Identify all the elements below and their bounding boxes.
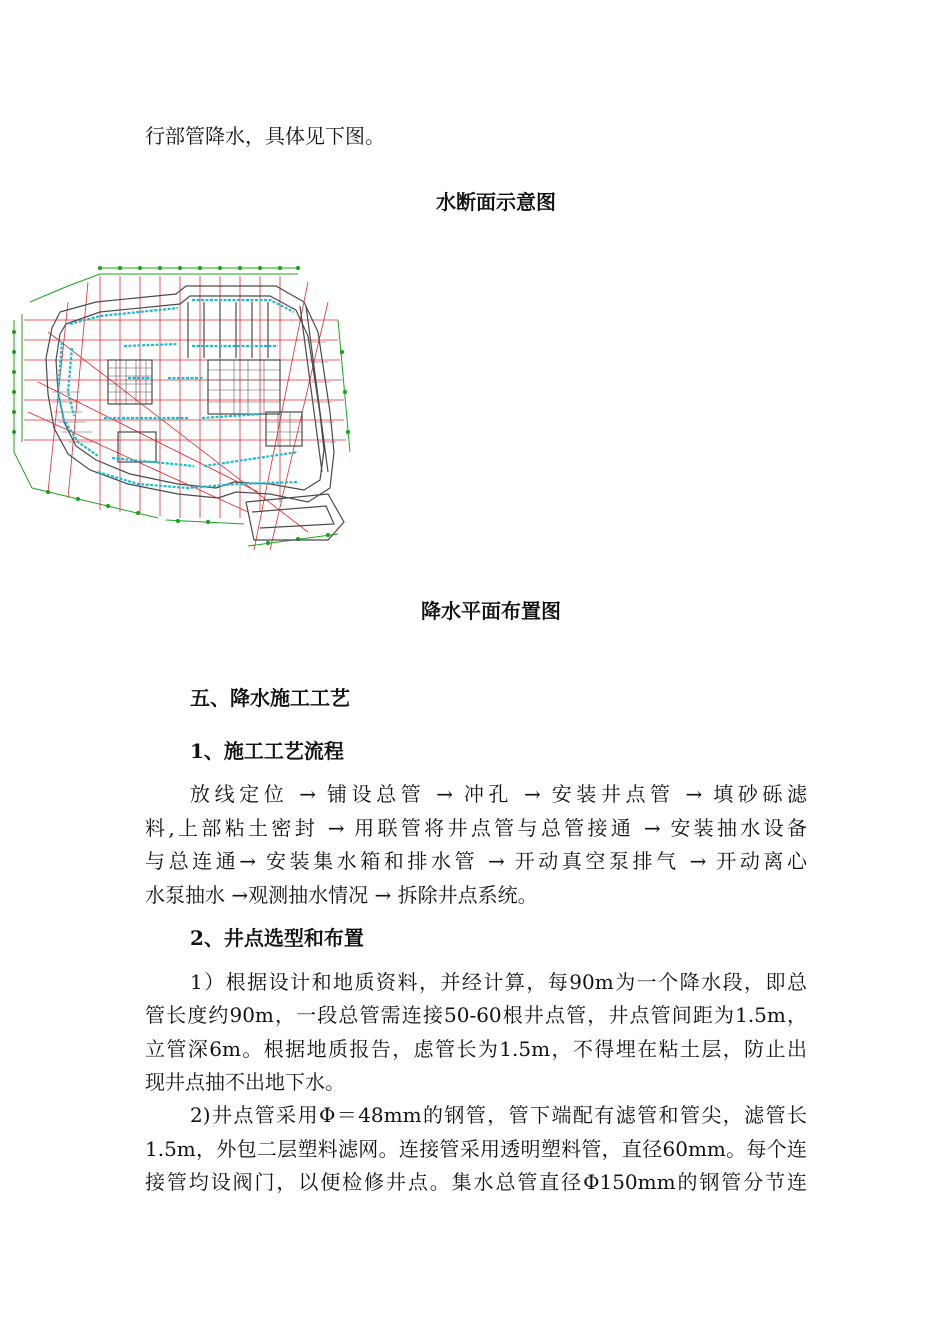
subsection-heading-2: 2、井点选型和布置 xyxy=(190,926,364,950)
figure1-caption: 水断面示意图 xyxy=(436,190,556,214)
para2-line-3: 接管均设阀门，以便检修井点。集水总管直径Φ150mm的钢管分节连 xyxy=(145,1170,807,1194)
structure-hatch xyxy=(52,342,336,446)
para2-line-1: 2)井点管采用Φ＝48mm的钢管，管下端配有滤管和管尖，滤管长 xyxy=(190,1103,807,1127)
intro-line: 行部管降水，具体见下图。 xyxy=(145,124,385,148)
flow-line-1: 放线定位 → 铺设总管 → 冲孔 → 安装井点管 → 填砂砾滤 xyxy=(190,782,807,806)
flow-line-4: 水泵抽水 →观测抽水情况 → 拆除井点系统。 xyxy=(145,883,538,907)
para1-line-2: 管长度约90m，一段总管需连接50-60根井点管，井点管间距为1.5m， xyxy=(145,1003,807,1027)
well-point-lines xyxy=(58,300,298,488)
section-heading: 五、降水施工工艺 xyxy=(190,686,350,710)
dimension-lines xyxy=(12,266,350,546)
para2-line-2: 1.5m，外包二层塑料滤网。连接管采用透明塑料管，直径60mm。每个连 xyxy=(145,1137,807,1161)
flow-line-2: 料,上部粘土密封 → 用联管将井点管与总管接通 → 安装抽水设备 xyxy=(145,816,807,840)
dewatering-plan-drawing xyxy=(8,262,360,554)
subsection-heading-1: 1、施工工艺流程 xyxy=(190,739,344,763)
para1-line-3: 立管深6m。根据地质报告，虑管长为1.5m，不得埋在粘土层，防止出 xyxy=(145,1037,807,1061)
para1-line-1: 1）根据设计和地质资料，并经计算，每90m为一个降水段，即总 xyxy=(190,970,807,994)
figure2-caption: 降水平面布置图 xyxy=(421,599,561,623)
flow-line-3: 与总连通→ 安装集水箱和排水管 → 开动真空泵排气 → 开动离心 xyxy=(145,849,807,873)
para1-line-4: 现井点抽不出地下水。 xyxy=(145,1070,345,1094)
